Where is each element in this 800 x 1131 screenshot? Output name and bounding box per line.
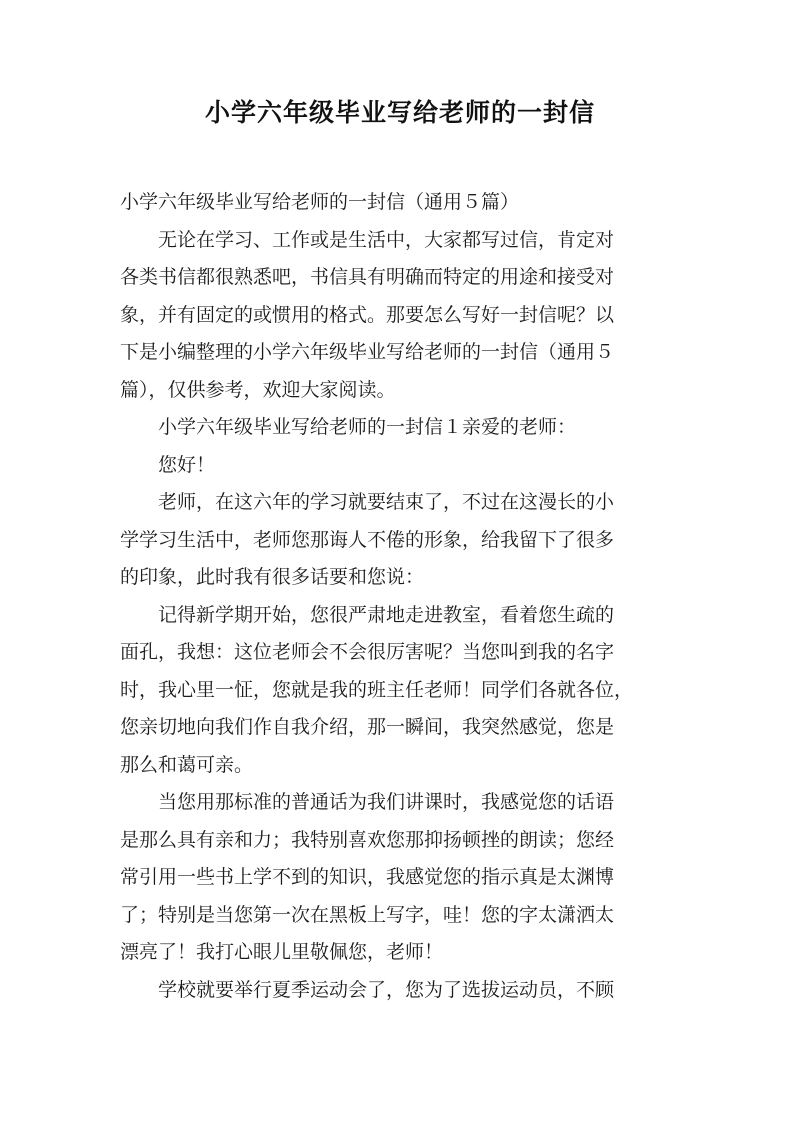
intro-line: 各类书信都很熟悉吧，书信具有明确而特定的用途和接受对: [120, 266, 615, 288]
paragraph-line: 是那么具有亲和力；我特别喜欢您那抑扬顿挫的朗读；您经: [120, 828, 615, 851]
paragraph-line: 漂亮了！我打心眼儿里敬佩您，老师！: [120, 941, 444, 963]
letter-paragraph: [120, 972, 680, 1010]
intro-paragraph: [120, 222, 680, 410]
paragraph-line: 记得新学期开始，您很严肃地走进教室，看着您生疏的: [158, 603, 615, 626]
intro-line: 无论在学习、工作或是生活中，大家都写过信，肯定对: [158, 228, 615, 251]
paragraph-line: 老师，在这六年的学习就要结束了，不过在这漫长的小: [158, 491, 615, 513]
paragraph-line: 面孔，我想：这位老师会不会很厉害呢？当您叫到我的名字: [120, 641, 615, 663]
document-title: 小学六年级毕业写给老师的一封信: [204, 98, 595, 127]
paragraph-line: 当您用那标准的普通话为我们讲课时，我感觉您的话语: [158, 791, 615, 813]
paragraph-line: 常引用一些书上学不到的知识，我感觉您的指示真是太渊博: [120, 866, 615, 888]
letter-paragraph: [120, 484, 680, 597]
paragraph-line: 学校就要举行夏季运动会了，您为了选拔运动员，不顾: [158, 978, 615, 1001]
letter-heading: 小学六年级毕业写给老师的一封信１亲爱的老师：: [158, 416, 577, 438]
paragraph-line: 了；特别是当您第一次在黑板上写字，哇！您的字太潇洒太: [120, 903, 615, 926]
letter-paragraph: [120, 784, 680, 972]
subtitle-line: 小学六年级毕业写给老师的一封信（通用５篇）: [120, 191, 520, 213]
letter-paragraph: [120, 597, 680, 785]
paragraph-line: 您亲切地向我们作自我介绍，那一瞬间，我突然感觉，您是: [120, 716, 615, 738]
letter-greeting: 您好！: [158, 453, 216, 476]
paragraph-line: 的印象，此时我有很多话要和您说：: [120, 566, 425, 588]
intro-line: 篇），仅供参考，欢迎大家阅读。: [120, 378, 396, 401]
paragraph-line: 时，我心里一怔，您就是我的班主任老师！同学们各就各位，: [120, 678, 634, 701]
intro-line: 下是小编整理的小学六年级毕业写给老师的一封信（通用５: [120, 341, 615, 363]
document-body: [120, 184, 680, 1009]
intro-line: 象，并有固定的或惯用的格式。那要怎么写好一封信呢？以: [120, 303, 615, 326]
paragraph-line: 那么和蔼可亲。: [120, 753, 254, 776]
paragraph-line: 学学习生活中，老师您那诲人不倦的形象，给我留下了很多: [120, 528, 615, 551]
